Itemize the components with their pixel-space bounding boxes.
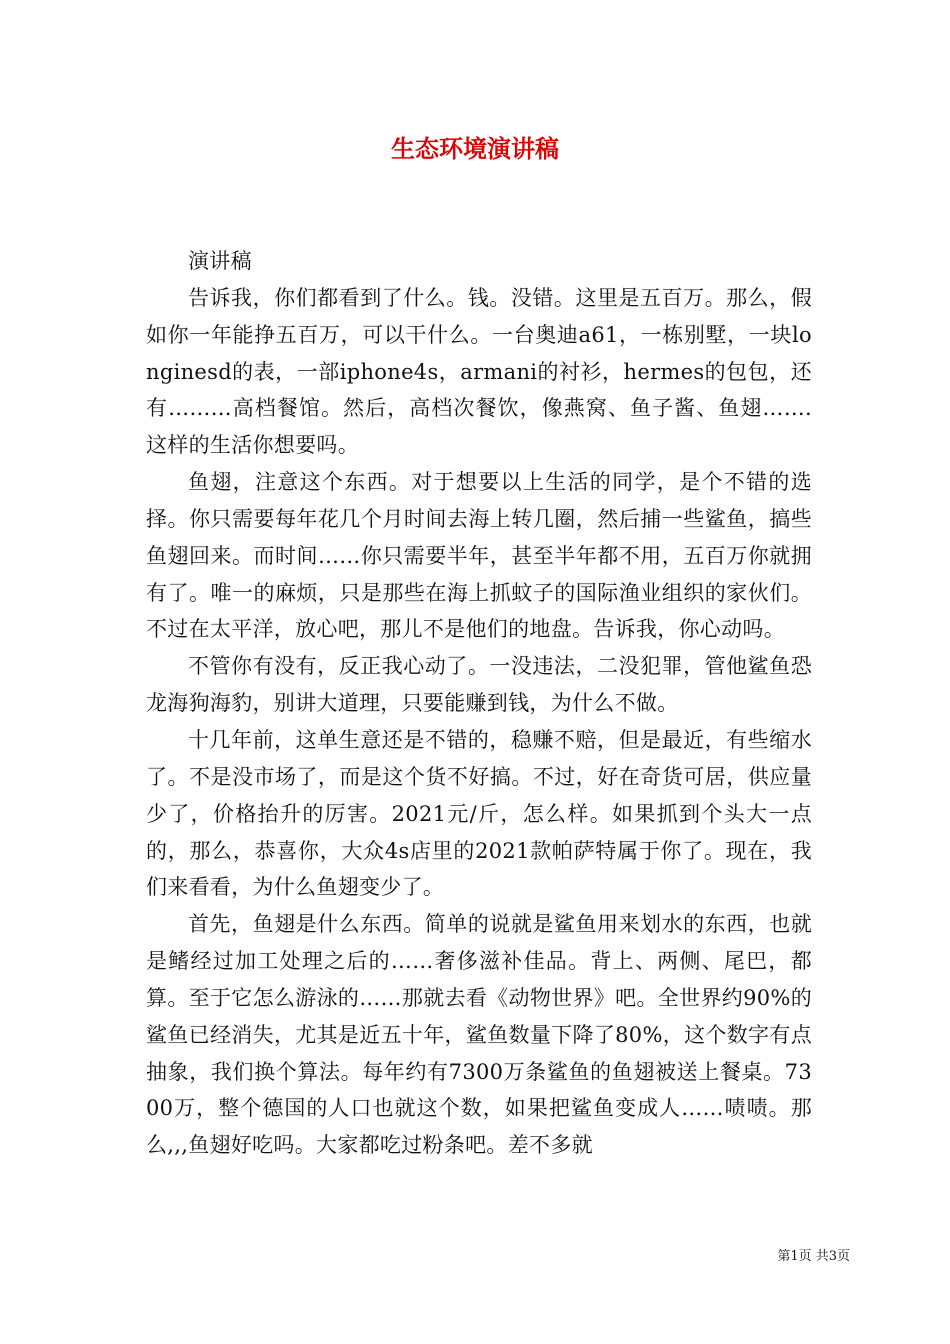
- paragraph: 十几年前，这单生意还是不错的，稳赚不赔，但是最近，有些缩水了。不是没市场了，而是这个货不好搞。不过，好在奇货可居，供应量少了，价格抬升的厉害。2021元/斤，怎么样。如果抓到个头大一点的，那么，恭喜你，大众4s店里的2021款帕萨特属于你了。现在，我们来看看，为什么鱼翅变少了。: [146, 727, 812, 900]
- page-number: 第1页 共3页: [777, 1249, 850, 1264]
- paragraph: 不管你有没有，反正我心动了。一没违法，二没犯罪，管他鲨鱼恐龙海狗海豹，别讲大道理，只要能赚到钱，为什么不做。: [146, 654, 812, 716]
- paragraph: 首先，鱼翅是什么东西。简单的说就是鲨鱼用来划水的东西，也就是鳍经过加工处理之后的……奢侈滋补佳品。背上、两侧、尾巴，都算。至于它怎么游泳的……那就去看《动物世界》吧。全世界约90%的鲨鱼已经消失，尤其是近五十年，鲨鱼数量下降了80%，这个数字有点抽象，我们换个算法。每年约有7300万条鲨鱼的鱼翅被送上餐桌。7300万，整个德国的人口也就这个数，如果把鲨鱼变成人……啧啧。那么,,,鱼翅好吃吗。大家都吃过粉条吧。差不多就: [146, 912, 812, 1158]
- document-title: 生态环境演讲稿: [391, 135, 559, 163]
- paragraph-heading: 演讲稿: [188, 249, 252, 273]
- paragraph: 鱼翅，注意这个东西。对于想要以上生活的同学，是个不错的选择。你只需要每年花几个月时间去海上转几圈，然后捕一些鲨鱼，搞些鱼翅回来。而时间……你只需要半年，甚至半年都不用，五百万你就拥有了。唯一的麻烦，只是那些在海上抓蚊子的国际渔业组织的家伙们。不过在太平洋，放心吧，那儿不是他们的地盘。告诉我，你心动吗。: [146, 470, 812, 642]
- paragraph: 告诉我，你们都看到了什么。钱。没错。这里是五百万。那么，假如你一年能挣五百万，可以干什么。一台奥迪a61，一栋别墅，一块longinesd的表，一部iphone4s，armani的衬衫，hermes的包包，还有………高档餐馆。然后，高档次餐饮，像燕窝、鱼子酱、鱼翅…….这样的生活你想要吗。: [146, 285, 812, 458]
- document-body: [146, 243, 812, 1164]
